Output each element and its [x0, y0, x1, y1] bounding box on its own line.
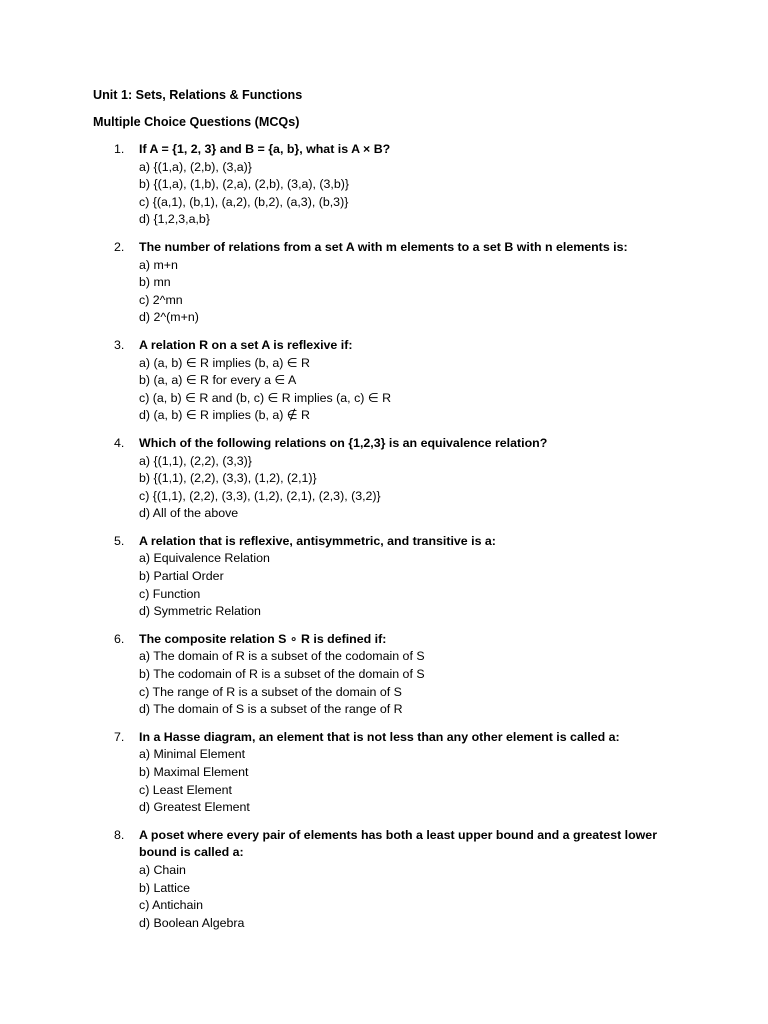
- question-list: [93, 141, 693, 942]
- question-number: 4.: [114, 435, 125, 450]
- question-text: The composite relation S ∘ R is defined if:: [139, 631, 387, 646]
- option-c: c) The range of R is a subset of the domain of S: [139, 684, 402, 699]
- option-d: d) {1,2,3,a,b}: [139, 212, 210, 227]
- option-d: d) All of the above: [139, 506, 239, 521]
- option-d: d) Symmetric Relation: [139, 604, 261, 619]
- option-a: a) m+n: [139, 257, 178, 272]
- option-c: c) Least Element: [139, 782, 232, 797]
- option-d: d) Boolean Algebra: [139, 915, 245, 930]
- option-d: d) (a, b) ∈ R implies (b, a) ∉ R: [139, 408, 310, 423]
- question-number: 3.: [114, 337, 125, 352]
- option-b: b) Maximal Element: [139, 765, 249, 779]
- question-item: [93, 239, 693, 327]
- question-text: A relation R on a set A is reflexive if:: [139, 337, 353, 352]
- question-number: 2.: [114, 239, 125, 254]
- question-number: 1.: [114, 142, 125, 156]
- option-b: b) Lattice: [139, 880, 190, 895]
- question-text: The number of relations from a set A with m elements to a set B with n elements is:: [139, 239, 628, 254]
- option-a: a) Minimal Element: [139, 747, 246, 762]
- option-c: c) (a, b) ∈ R and (b, c) ∈ R implies (a, c) ∈ R: [139, 390, 392, 405]
- question-item: [93, 827, 693, 933]
- option-c: c) 2^mn: [139, 292, 183, 307]
- question-number: 7.: [114, 729, 125, 744]
- option-a: a) Equivalence Relation: [139, 551, 270, 566]
- question-item: [93, 533, 693, 621]
- option-a: a) (a, b) ∈ R implies (b, a) ∈ R: [139, 355, 310, 370]
- option-c: c) {(a,1), (b,1), (a,2), (b,2), (a,3), (b,3)}: [139, 194, 349, 209]
- option-d: d) The domain of S is a subset of the range of R: [139, 702, 403, 717]
- option-d: d) 2^(m+n): [139, 310, 199, 325]
- option-c: c) Antichain: [139, 898, 204, 913]
- option-b: b) (a, a) ∈ R for every a ∈ A: [139, 373, 297, 388]
- question-number: 6.: [114, 631, 125, 646]
- option-c: c) {(1,1), (2,2), (3,3), (1,2), (2,1), (2,3), (3,2)}: [139, 488, 381, 503]
- option-c: c) Function: [139, 586, 201, 601]
- option-b: b) {(1,1), (2,2), (3,3), (1,2), (2,1)}: [139, 471, 317, 486]
- option-a: a) The domain of R is a subset of the codomain of S: [139, 649, 425, 664]
- option-b: b) {(1,a), (1,b), (2,a), (2,b), (3,a), (3,b)}: [139, 177, 350, 192]
- option-a: a) {(1,1), (2,2), (3,3)}: [139, 453, 252, 468]
- option-a: a) Chain: [139, 862, 186, 877]
- question-item: [93, 631, 693, 719]
- question-number: 5.: [114, 533, 125, 548]
- option-a: a) {(1,a), (2,b), (3,a)}: [139, 159, 252, 174]
- question-item: [93, 729, 693, 817]
- question-item: [93, 141, 693, 229]
- option-b: b) Partial Order: [139, 569, 224, 584]
- question-text: A poset where every pair of elements has both a least upper bound and a greatest lower bound is called a:: [139, 827, 658, 860]
- option-d: d) Greatest Element: [139, 800, 250, 815]
- option-b: b) mn: [139, 275, 171, 290]
- question-text: Which of the following relations on {1,2,3} is an equivalence relation?: [139, 435, 548, 450]
- question-item: [93, 337, 693, 425]
- section-title: Multiple Choice Questions (MCQs): [93, 115, 300, 129]
- option-b: b) The codomain of R is a subset of the domain of S: [139, 667, 425, 682]
- question-text: A relation that is reflexive, antisymmetric, and transitive is a:: [139, 533, 496, 548]
- question-item: [93, 435, 693, 523]
- unit-title: Unit 1: Sets, Relations & Functions: [93, 88, 303, 102]
- question-text: In a Hasse diagram, an element that is not less than any other element is called a:: [139, 729, 620, 744]
- question-number: 8.: [114, 827, 125, 842]
- question-text: If A = {1, 2, 3} and B = {a, b}, what is A × B?: [139, 142, 391, 156]
